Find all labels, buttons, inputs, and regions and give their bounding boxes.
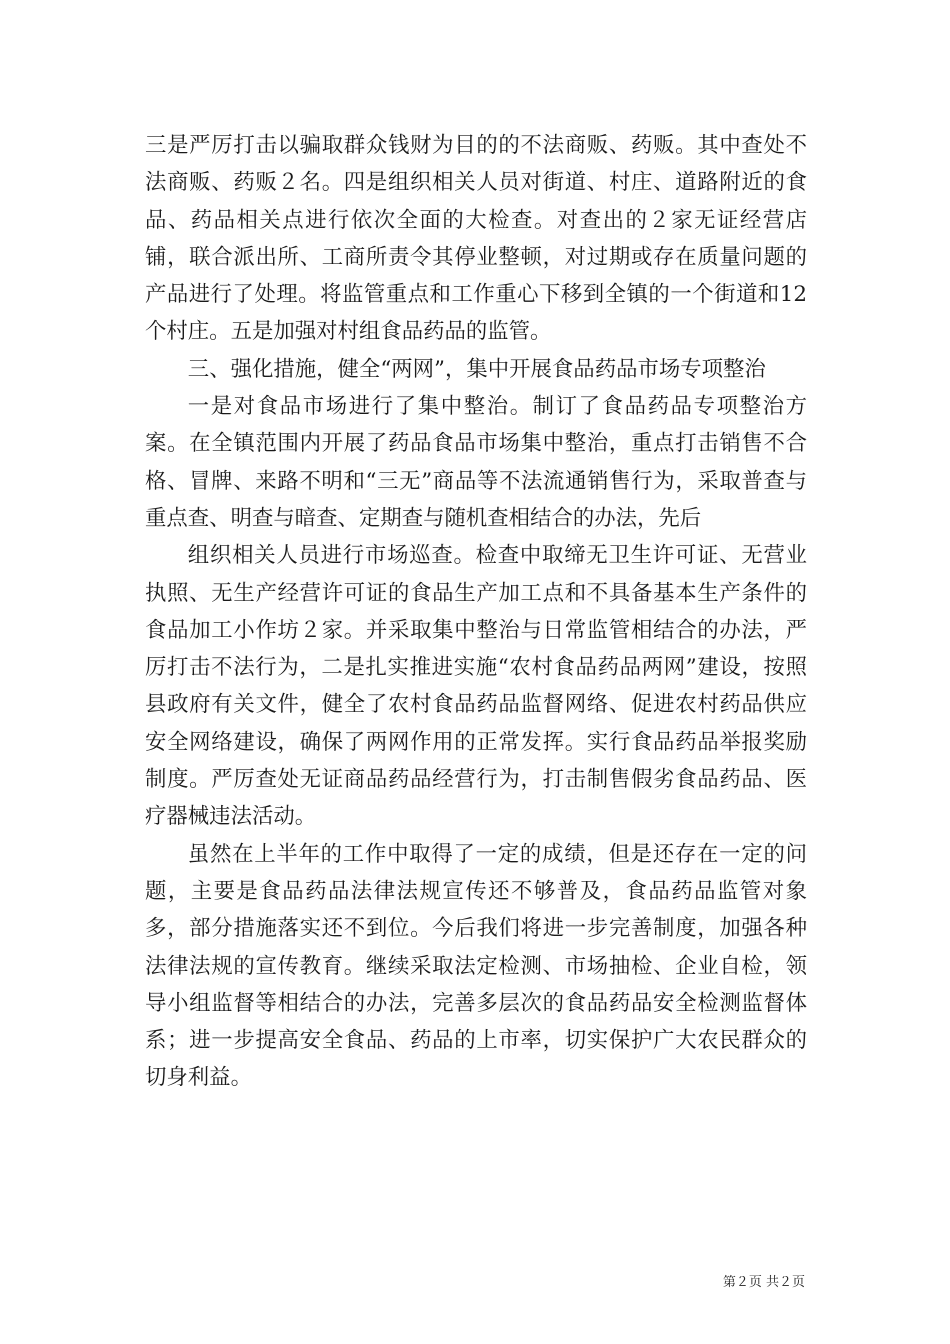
paragraph-3: 一是对食品市场进行了集中整治。制订了食品药品专项整治方案。在全镇范围内开展了药品食品市场集中整治，重点打击销售不合格、冒牌、来路不明和“三无”商品等不法流通销售行为，采取普查与重点查、明查与暗查、定期查与随机查相结合的办法，先后 <box>145 394 807 531</box>
section-heading: 三、强化措施，健全“两网”，集中开展食品药品市场专项整治 <box>187 356 766 382</box>
paragraph-5: 虽然在上半年的工作中取得了一定的成绩，但是还存在一定的问题，主要是食品药品法律法规宣传还不够普及，食品药品监管对象多，部分措施落实还不到位。今后我们将进一步完善制度，加强各种法律法规的宣传教育。继续采取法定检测、市场抽检、企业自检，领导小组监督等相结合的办法，完善多层次的食品药品安全检测监督体系；进一步提高安全食品、药品的上市率，切实保护广大农民群众的切身利益。 <box>145 841 807 1091</box>
page-number-footer: 第２页 共２页 <box>722 1275 805 1290</box>
document-body <box>145 127 807 1097</box>
paragraph-4: 组织相关人员进行市场巡查。检查中取缔无卫生许可证、无营业执照、无生产经营许可证的食品生产加工点和不具备基本生产条件的食品加工小作坊２家。并采取集中整治与日常监管相结合的办法，严厉打击不法行为，二是扎实推进实施“农村食品药品两网”建设，按照县政府有关文件，健全了农村食品药品监督网络、促进农村药品供应安全网络建设，确保了两网作用的正常发挥。实行食品药品举报奖励制度。严厉查处无证商品药品经营行为，打击制售假劣食品药品、医疗器械违法活动。 <box>145 543 807 830</box>
paragraph-1: 三是严厉打击以骗取群众钱财为目的的不法商贩、药贩。其中查处不法商贩、药贩２名。四是组织相关人员对街道、村庄、道路附近的食品、药品相关点进行依次全面的大检查。对查出的２家无证经营店铺，联合派出所、工商所责令其停业整顿，对过期或存在质量问题的产品进行了处理。将监管重点和工作重心下移到全镇的一个街道和12个村庄。五是加强对村组食品药品的监管。 <box>145 133 807 345</box>
